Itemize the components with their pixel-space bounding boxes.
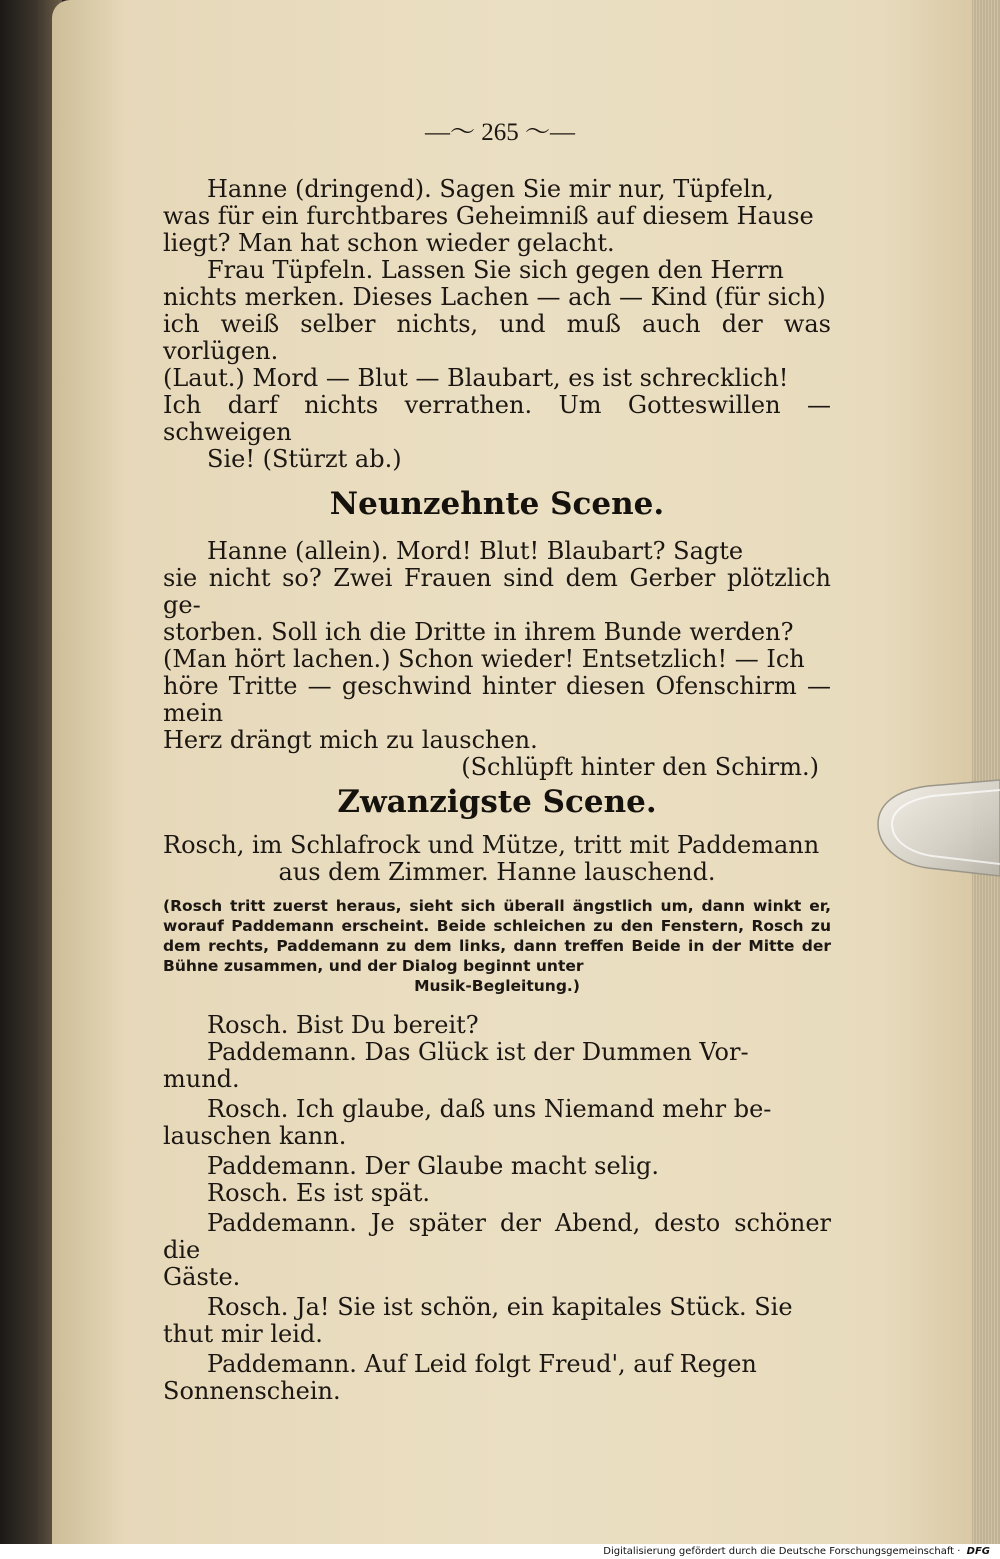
dialog-line: mund. (163, 1064, 240, 1093)
text-line: Frau Tüpfeln. Lassen Sie sich gegen den Herrn (207, 256, 784, 284)
dialog-line: Rosch. Bist Du bereit? (207, 1010, 479, 1039)
text-line: aus dem Zimmer. Hanne lauschend. (278, 858, 716, 886)
text-line: nichts merken. Dieses Lachen — ach — Kind (für sich) (163, 283, 826, 311)
stage-line: der Mitte der Bühne zusammen, und der Dialog beginnt unter (163, 937, 831, 975)
text-block-3 (163, 832, 831, 1405)
text-line: Rosch, im Schlafrock und Mütze, tritt mit Paddemann (163, 831, 820, 859)
text-line: Ich darf nichts verrathen. Um Gotteswillen — schweigen (163, 391, 831, 446)
text-line: liegt? Man hat schon wieder gelacht. (163, 229, 615, 257)
stage-line: Rosch zu dem rechts, Paddemann zu dem links, dann treffen Beide in (163, 917, 831, 955)
text-block-1 (163, 176, 831, 473)
dialog-line: lauschen kann. (163, 1121, 347, 1150)
credit-text: Digitalisierung gefördert durch die Deutsche Forschungsgemeinschaft (603, 1546, 955, 1557)
text-line: storben. Soll ich die Dritte in ihrem Bunde werden? (163, 618, 794, 646)
stage-direction: (Schlüpft hinter den Schirm.) (461, 753, 819, 781)
dialog-line: Paddemann. Auf Leid folgt Freud', auf Regen (207, 1349, 757, 1378)
dialog-line: Rosch. Es ist spät. (207, 1178, 430, 1207)
stage-direction-block (163, 896, 831, 996)
dialog-line: Paddemann. Das Glück ist der Dummen Vor- (207, 1037, 749, 1066)
text-line: sie nicht so? Zwei Frauen sind dem Gerber plötzlich ge- (163, 564, 831, 619)
page-number-ornament-right: 〜— (518, 119, 576, 146)
dfg-logo: DFG (966, 1546, 990, 1557)
stage-line: Musik-Begleitung.) (414, 977, 580, 995)
page-number (400, 112, 600, 148)
dialog-line: Rosch. Ich glaube, daß uns Niemand mehr be- (207, 1094, 772, 1123)
text-line: höre Tritte — geschwind hinter diesen Ofenschirm — mein (163, 672, 831, 727)
page-clip-icon (868, 772, 1000, 882)
text-line: (Laut.) Mord — Blut — Blaubart, es ist schrecklich! (163, 364, 789, 392)
dialog-line: thut mir leid. (163, 1319, 323, 1348)
dialog-line: Paddemann. Je später der Abend, desto schöner die (163, 1208, 831, 1264)
stage-line: (Rosch tritt zuerst heraus, sieht sich überall ängstlich um, dann winkt (163, 897, 802, 915)
text-line: Sie! (Stürzt ab.) (207, 445, 402, 473)
dialog-line: Gäste. (163, 1262, 241, 1291)
text-line: Hanne (dringend). Sagen Sie mir nur, Tüpfeln, (207, 175, 774, 203)
text-line: (Man hört lachen.) Schon wieder! Entsetzlich! — Ich (163, 645, 805, 673)
text-block-2 (163, 538, 831, 781)
text-line: was für ein furchtbares Geheimniß auf diesem Hause (163, 202, 814, 230)
text-line: ich weiß selber nichts, und muß auch der was vorlügen. (163, 310, 831, 365)
page-number-ornament-left: —〜 (424, 119, 482, 146)
digitization-credit (603, 1544, 990, 1559)
scene-heading-19: Neunzehnte Scene. (329, 486, 665, 522)
scene-heading-20: Zwanzigste Scene. (337, 784, 657, 820)
dialog-line: Paddemann. Der Glaube macht selig. (207, 1151, 660, 1180)
credit-separator: · (957, 1546, 964, 1557)
page-number-value: 265 (481, 119, 519, 146)
dialog-line: Sonnenschein. (163, 1376, 341, 1405)
text-line: Hanne (allein). Mord! Blut! Blaubart? Sagte (207, 537, 744, 565)
dialog-line: Rosch. Ja! Sie ist schön, ein kapitales Stück. Sie (207, 1292, 793, 1321)
text-line: Herz drängt mich zu lauschen. (163, 726, 538, 754)
stage-line: er, worauf Paddemann erscheint. Beide schleichen zu den Fenstern, (163, 897, 831, 935)
